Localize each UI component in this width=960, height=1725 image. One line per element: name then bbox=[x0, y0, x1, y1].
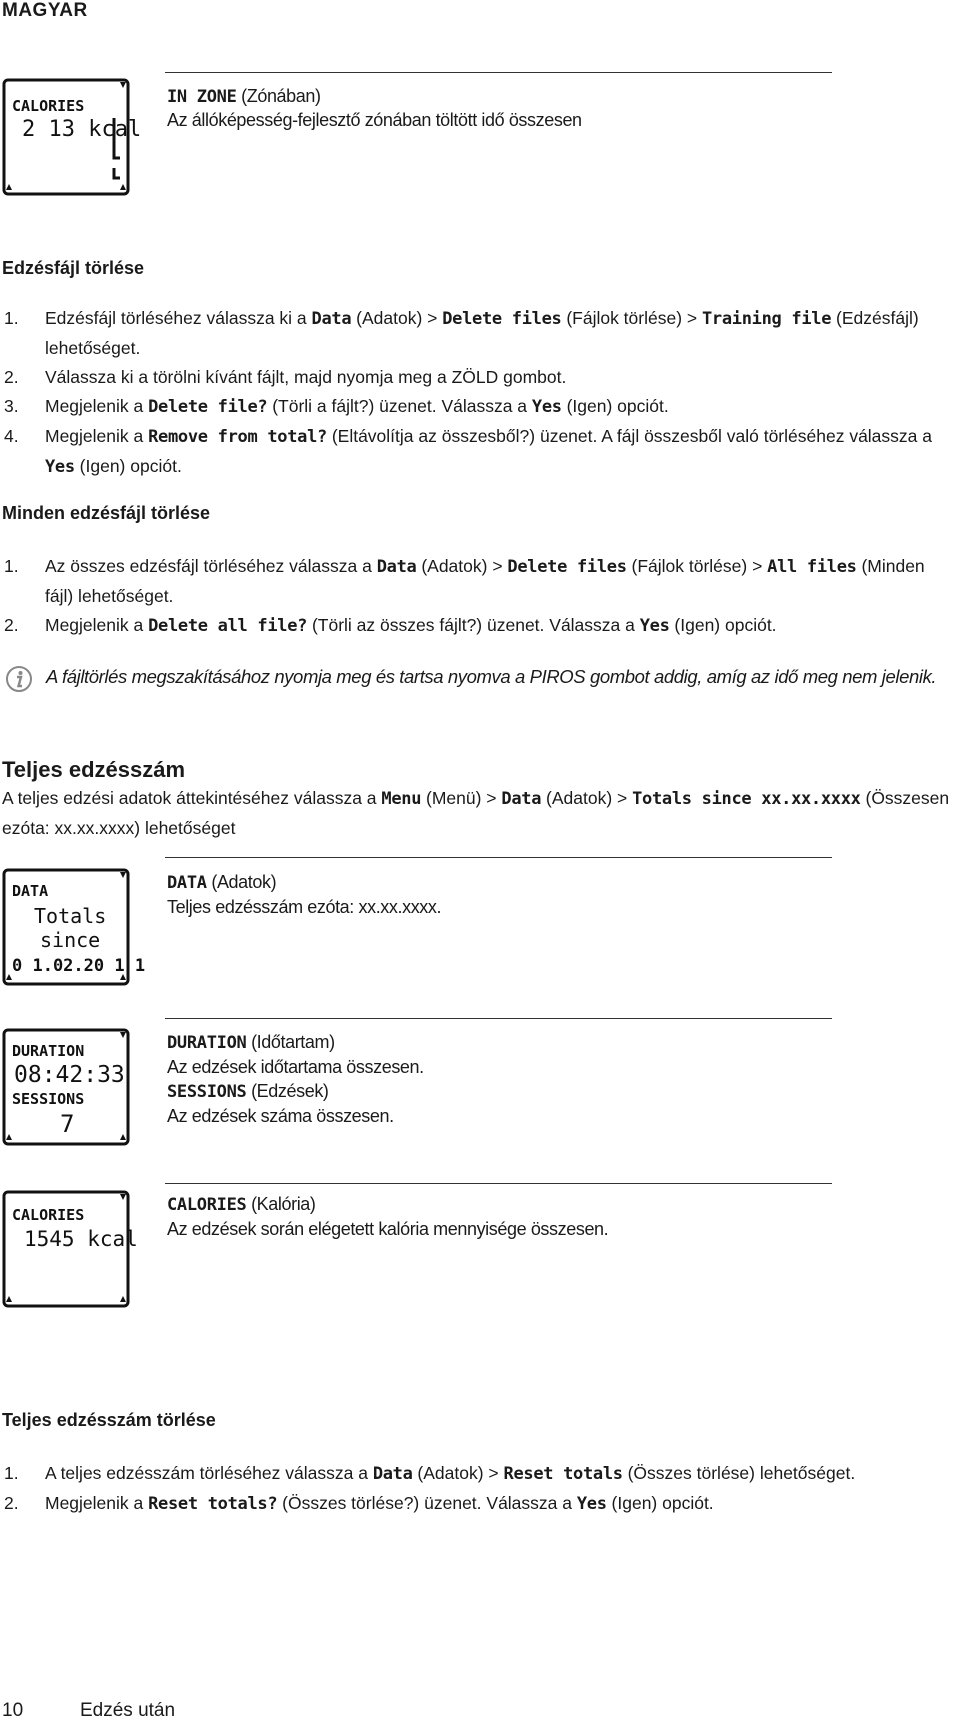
watch-display-duration bbox=[2, 1028, 130, 1146]
watch-line: 1545 kcal bbox=[24, 1227, 138, 1251]
text-run: (Adatok) > bbox=[541, 788, 633, 808]
reset-heading: Teljes edzésszám törlése bbox=[2, 1410, 216, 1430]
step-number: 2. bbox=[4, 367, 19, 387]
menu-keyword: Delete files bbox=[507, 557, 627, 577]
step-item bbox=[4, 552, 944, 611]
menu-keyword: Delete all file? bbox=[148, 616, 308, 636]
delete-file-heading: Edzésfájl törlése bbox=[2, 258, 145, 278]
menu-keyword: Yes bbox=[531, 397, 562, 417]
menu-keyword: Data bbox=[311, 309, 352, 329]
step-number: 3. bbox=[4, 396, 19, 416]
totals-item-data bbox=[167, 870, 441, 919]
menu-keyword: Data bbox=[501, 789, 542, 809]
text-run: Megjelenik a bbox=[45, 396, 149, 416]
menu-keyword: All files bbox=[767, 557, 857, 577]
item-line bbox=[167, 1104, 424, 1128]
inzone-title: IN ZONE (Zónában) bbox=[167, 86, 321, 107]
watch-line: 08:42:33 bbox=[14, 1062, 125, 1088]
totals-heading: Teljes edzésszám bbox=[2, 757, 186, 782]
text-run: Megjelenik a bbox=[45, 426, 149, 446]
text-run: Edzésfájl törléséhez válassza ki a bbox=[45, 308, 312, 328]
watch-line: Totals bbox=[34, 904, 107, 928]
text-run: (Igen) opciót. bbox=[74, 456, 182, 476]
step-number: 2. bbox=[4, 615, 19, 635]
item-line bbox=[167, 1217, 608, 1241]
footer-section: Edzés után bbox=[80, 1700, 176, 1721]
menu-keyword: Reset totals? bbox=[148, 1494, 278, 1514]
item-text: (Időtartam) bbox=[246, 1032, 335, 1052]
text-run: (Összes törlése?) üzenet. Válassza a bbox=[277, 1493, 577, 1513]
menu-keyword: Yes bbox=[45, 457, 75, 477]
reset-steps bbox=[4, 1459, 954, 1519]
text-run: A teljes edzésszám törléséhez válassza a bbox=[45, 1463, 373, 1483]
menu-keyword: Training file bbox=[701, 309, 832, 329]
step-item bbox=[4, 363, 944, 392]
text-run: Megjelenik a bbox=[45, 1493, 149, 1513]
text-run: A teljes edzési adatok áttekintéséhez válassza a bbox=[2, 788, 382, 808]
delete-all-steps bbox=[4, 552, 944, 641]
step-number: 1. bbox=[4, 556, 19, 576]
menu-keyword: Delete file? bbox=[148, 397, 268, 417]
watch-display-data bbox=[2, 868, 146, 986]
step-item bbox=[4, 392, 944, 422]
item-text: (Kalória) bbox=[246, 1194, 316, 1214]
item-line bbox=[167, 1192, 608, 1217]
text-run: (Adatok) > bbox=[416, 556, 508, 576]
text-run: (Törli az összes fájlt?) üzenet. Válassza a bbox=[307, 615, 640, 635]
totals-intro bbox=[2, 784, 952, 843]
totals-item-calories bbox=[167, 1192, 608, 1241]
info-icon bbox=[4, 664, 34, 694]
watch-line: DURATION bbox=[12, 1042, 85, 1060]
text-run: (Eltávolítja az összesből?) üzenet. A fájl összesből való törléséhez válassza a bbox=[326, 426, 932, 446]
text-run: Megjelenik a bbox=[45, 615, 149, 635]
menu-keyword: Totals since xx.xx.xxxx bbox=[632, 789, 861, 809]
step-item bbox=[4, 1489, 954, 1519]
text-run: (Igen) opciót. bbox=[606, 1493, 714, 1513]
text-run: Válassza ki a törölni kívánt fájlt, majd nyomja meg a ZÖLD gombot. bbox=[45, 367, 567, 387]
item-text: Az edzések időtartama összesen. bbox=[167, 1057, 424, 1077]
menu-keyword: Delete files bbox=[442, 309, 562, 329]
menu-keyword: Data bbox=[376, 557, 417, 577]
step-number: 1. bbox=[4, 308, 19, 328]
text-run: Az összes edzésfájl törléséhez válassza a bbox=[45, 556, 377, 576]
text-run: (Igen) opciót. bbox=[561, 396, 669, 416]
step-item bbox=[4, 1459, 954, 1489]
item-keyword: DURATION bbox=[167, 1033, 247, 1053]
step-number: 2. bbox=[4, 1493, 19, 1513]
item-text: Az edzések során elégetett kalória mennyisége összesen. bbox=[167, 1219, 609, 1239]
menu-keyword: Data bbox=[372, 1464, 413, 1484]
step-number: 1. bbox=[4, 1463, 19, 1483]
item-text: Az edzések száma összesen. bbox=[167, 1106, 394, 1126]
item-line bbox=[167, 870, 441, 895]
totals-item-duration bbox=[167, 1030, 424, 1128]
text-run: (Adatok) > bbox=[351, 308, 443, 328]
menu-keyword: Yes bbox=[576, 1494, 607, 1514]
item-line bbox=[167, 895, 441, 919]
watch-line: SESSIONS bbox=[12, 1090, 85, 1108]
item-line bbox=[167, 1055, 424, 1079]
inzone-desc: Az állóképesség-fejlesztő zónában töltött idő összesen bbox=[167, 110, 582, 130]
item-keyword: CALORIES bbox=[167, 1195, 247, 1215]
watch-display-calories-total bbox=[2, 1190, 138, 1308]
item-line bbox=[167, 1030, 424, 1055]
text-run: (Fájlok törlése) > bbox=[561, 308, 702, 328]
step-item bbox=[4, 422, 944, 482]
menu-keyword: Menu bbox=[381, 789, 422, 809]
delete-file-steps bbox=[4, 304, 944, 482]
watch-line: CALORIES bbox=[12, 1206, 85, 1224]
text-run: (Minden fájl) lehetőséget. bbox=[45, 556, 925, 606]
watch-line: DATA bbox=[12, 882, 49, 900]
item-keyword: DATA bbox=[167, 873, 207, 893]
step-item bbox=[4, 611, 944, 641]
text-run: (Edzésfájl) lehetőséget. bbox=[45, 308, 919, 358]
text-run: (Összes törlése) lehetőséget. bbox=[622, 1463, 856, 1483]
watch-line: 7 bbox=[60, 1110, 75, 1138]
text-run: (Törli a fájlt?) üzenet. Válassza a bbox=[267, 396, 532, 416]
menu-keyword: Remove from total? bbox=[148, 427, 327, 447]
step-item bbox=[4, 304, 944, 363]
item-text: (Edzések) bbox=[246, 1081, 329, 1101]
watch-line: since bbox=[40, 928, 101, 952]
menu-keyword: Reset totals bbox=[503, 1464, 623, 1484]
delete-all-heading: Minden edzésfájl törlése bbox=[2, 503, 211, 523]
watch-display-calories-inzone bbox=[2, 78, 142, 196]
item-line bbox=[167, 1079, 424, 1104]
watch-line2: 2 13 kcal bbox=[22, 117, 142, 142]
info-note: A fájltörlés megszakításához nyomja meg és tartsa nyomva a PIROS gombot addig, amíg az idő meg nem jelenik. bbox=[46, 666, 937, 687]
text-run: (Menü) > bbox=[421, 788, 502, 808]
step-number: 4. bbox=[4, 426, 19, 446]
item-keyword: SESSIONS bbox=[167, 1082, 247, 1102]
page-number: 10 bbox=[2, 1700, 24, 1721]
text-run: (Összesen ezóta: xx.xx.xxxx) lehetőséget bbox=[2, 788, 950, 838]
watch-line1: CALORIES bbox=[12, 97, 85, 115]
text-run: (Adatok) > bbox=[412, 1463, 504, 1483]
inzone-keyword: IN ZONE bbox=[167, 87, 237, 107]
text-run: (Igen) opciót. bbox=[669, 615, 777, 635]
item-text: (Adatok) bbox=[206, 872, 277, 892]
item-text: Teljes edzésszám ezóta: xx.xx.xxxx. bbox=[167, 897, 442, 917]
menu-keyword: Yes bbox=[639, 616, 670, 636]
language-label: MAGYAR bbox=[2, 0, 88, 21]
text-run: (Fájlok törlése) > bbox=[626, 556, 768, 576]
watch-line: 0 1.02.20 1 1 bbox=[12, 956, 146, 976]
